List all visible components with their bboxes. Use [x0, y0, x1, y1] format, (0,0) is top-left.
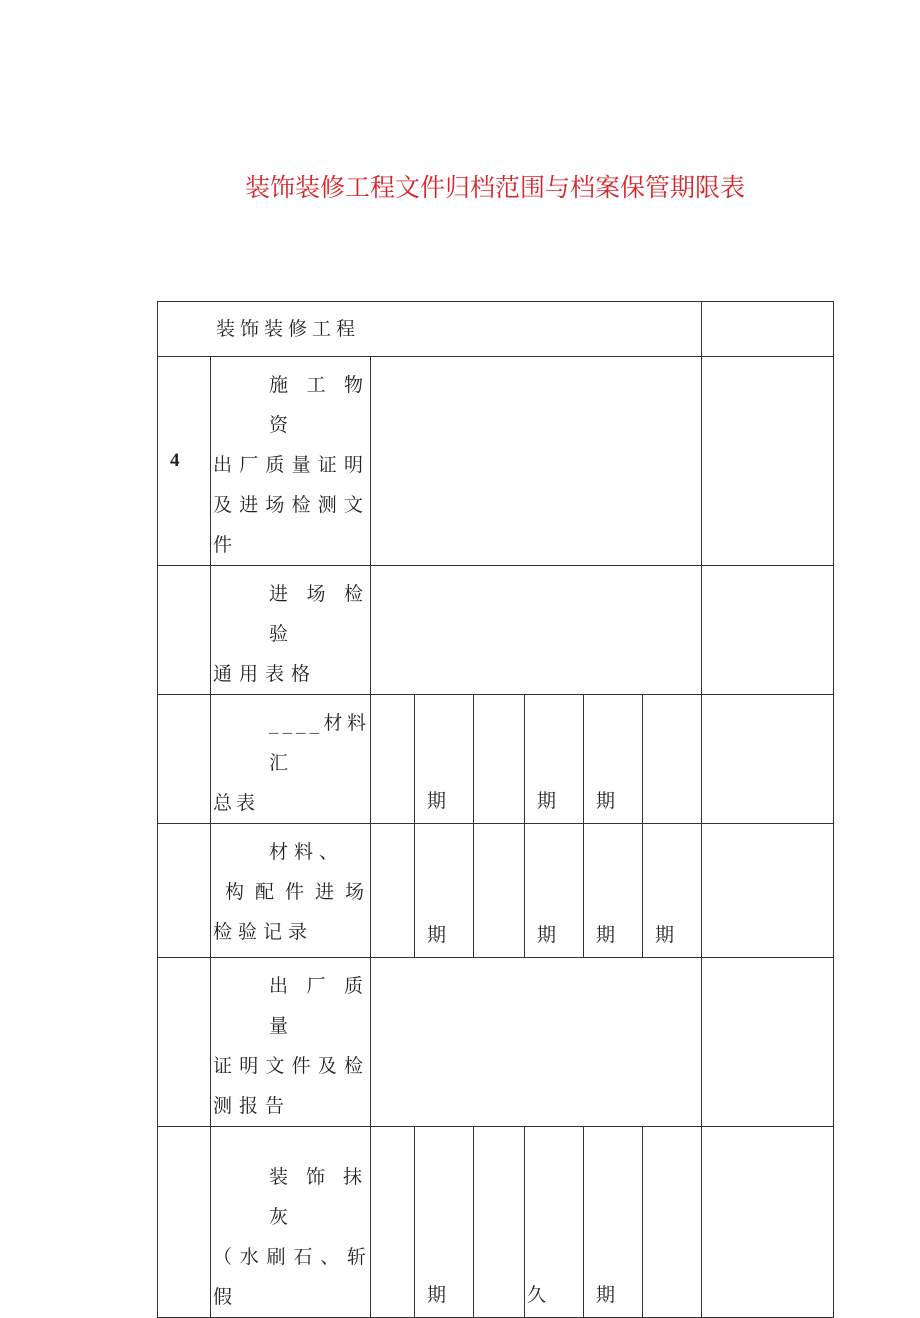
- table-cell: [702, 695, 834, 824]
- period-cell: 期: [525, 695, 584, 824]
- table-cell: [474, 824, 525, 958]
- table-cell: [371, 566, 702, 695]
- table-cell: [371, 695, 415, 824]
- item-name-rest: 总表: [213, 792, 260, 814]
- item-name: [211, 566, 371, 695]
- table-cell: [371, 824, 415, 958]
- table-cell: [158, 566, 211, 695]
- table-row: [158, 695, 834, 824]
- item-name-first: 出厂质量: [269, 975, 370, 1037]
- table-cell: [643, 695, 702, 824]
- table-cell: [371, 357, 702, 566]
- table-cell: [702, 357, 834, 566]
- item-name-rest: 出厂质量证明及进场检测文件: [213, 454, 370, 556]
- table-row: [158, 566, 834, 695]
- table-cell: [371, 958, 702, 1127]
- table-cell: [474, 1127, 525, 1318]
- period-cell: 久: [525, 1127, 584, 1318]
- row-number: 4: [158, 357, 211, 566]
- item-name-first: 施工物资: [269, 374, 370, 436]
- archive-table: [157, 301, 834, 1318]
- item-name: [211, 357, 371, 566]
- item-name: [211, 958, 371, 1127]
- section-header: 装饰装修工程: [158, 302, 702, 357]
- table-cell: [158, 1127, 211, 1318]
- item-name-rest: 构配件进场检验记录: [213, 881, 370, 943]
- item-name: [211, 695, 371, 824]
- table-row: [158, 357, 834, 566]
- period-cell: 期: [415, 824, 474, 958]
- document-title: 装饰装修工程文件归档范围与档案保管期限表: [244, 173, 745, 202]
- item-name: [211, 824, 371, 958]
- item-name-rest: （水刷石、斩假: [213, 1246, 370, 1308]
- table-cell: [702, 302, 834, 357]
- item-name-first: 装饰抹灰: [269, 1166, 370, 1228]
- item-name: [211, 1127, 371, 1318]
- table-cell: [371, 1127, 415, 1318]
- table-cell: [158, 958, 211, 1127]
- table-row: [158, 958, 834, 1127]
- table-cell: [474, 695, 525, 824]
- item-name-rest: 证明文件及检测报告: [213, 1055, 370, 1117]
- period-cell: 期: [584, 1127, 643, 1318]
- item-name-first: 进场检验: [269, 583, 370, 645]
- period-cell: 期: [643, 824, 702, 958]
- item-name-first: 材料、: [269, 841, 345, 863]
- table-cell: [158, 695, 211, 824]
- table-cell: [702, 958, 834, 1127]
- period-cell: 期: [415, 695, 474, 824]
- period-cell: 期: [584, 824, 643, 958]
- table-cell: [702, 1127, 834, 1318]
- item-name-rest: 通用表格: [213, 663, 318, 685]
- table-cell: [643, 1127, 702, 1318]
- item-name-first: ____材料汇: [269, 712, 370, 774]
- table-row: [158, 1127, 834, 1318]
- table-row: [158, 824, 834, 958]
- period-cell: 期: [525, 824, 584, 958]
- section-header-row: [158, 302, 834, 357]
- table-cell: [702, 566, 834, 695]
- table-cell: [702, 824, 834, 958]
- period-cell: 期: [415, 1127, 474, 1318]
- table-cell: [158, 824, 211, 958]
- period-cell: 期: [584, 695, 643, 824]
